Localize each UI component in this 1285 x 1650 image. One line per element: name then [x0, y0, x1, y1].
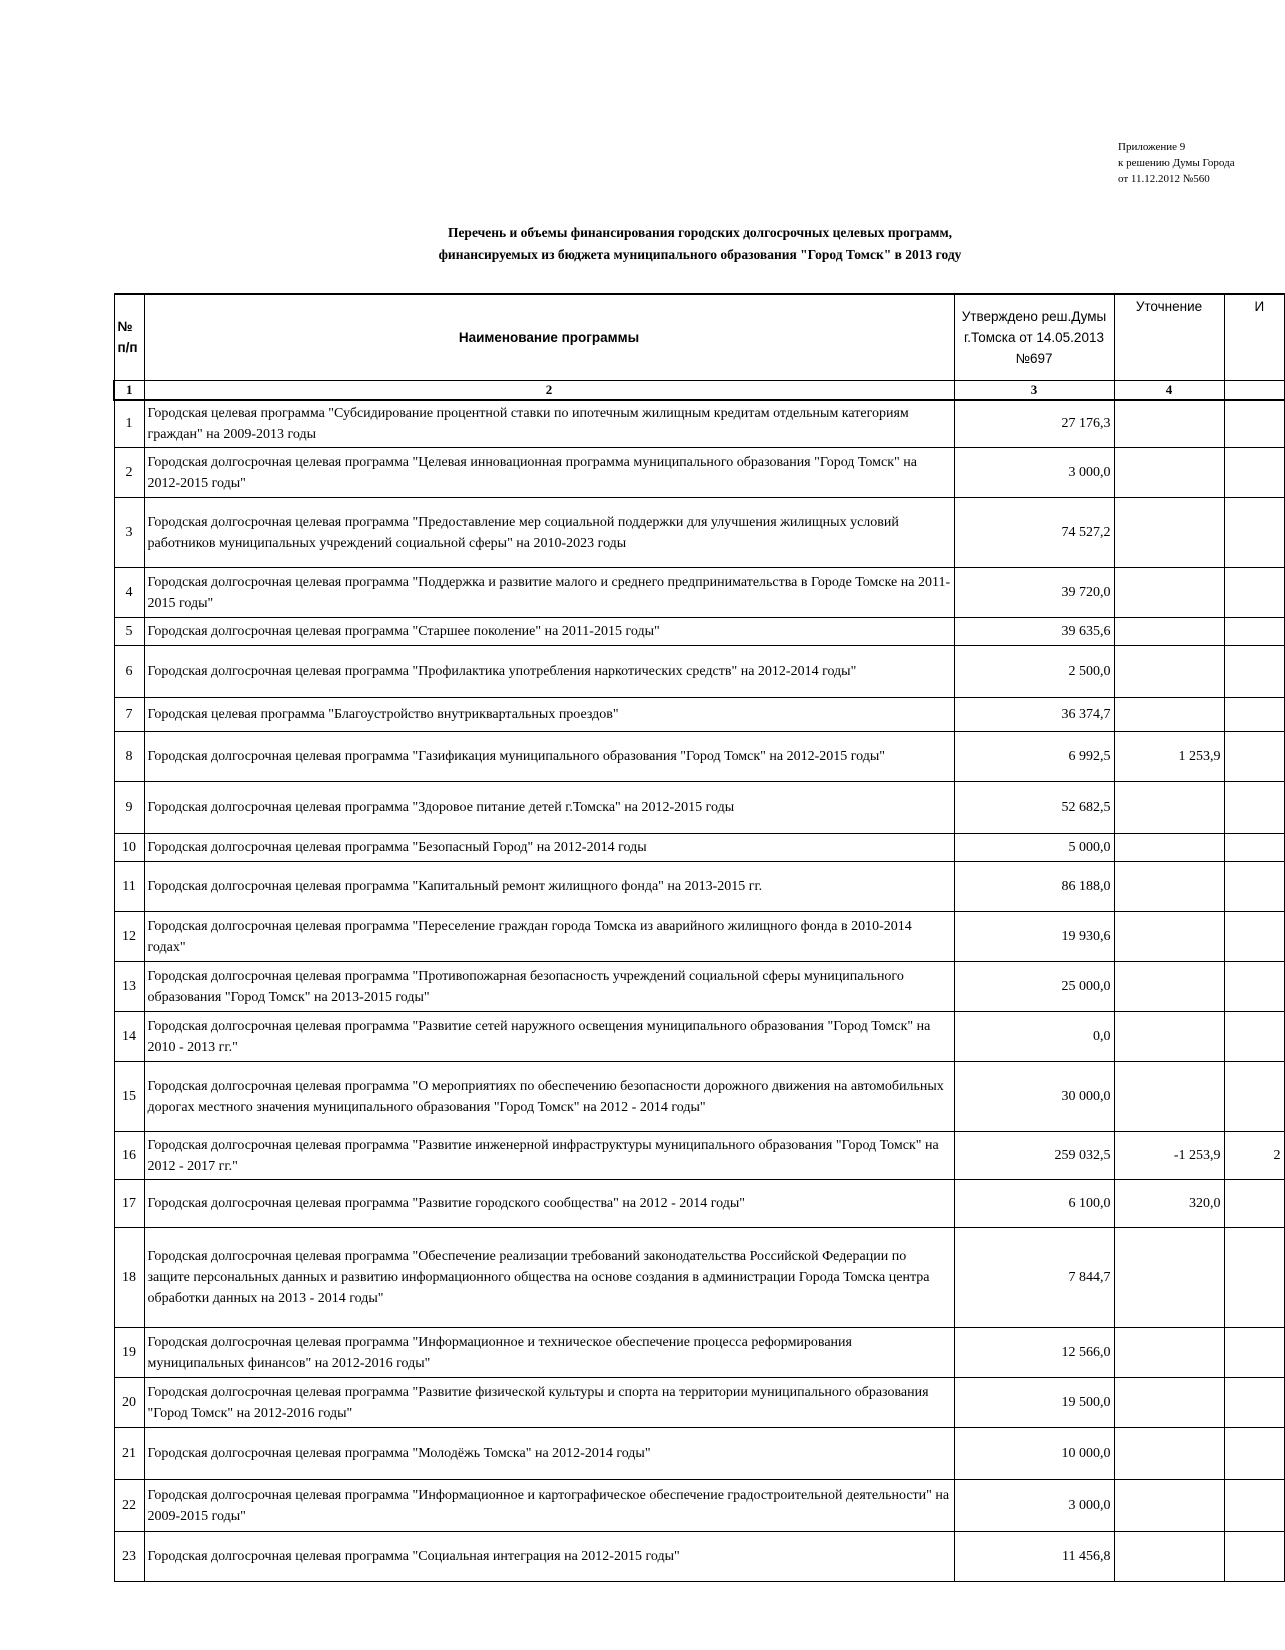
colnum-3: 3 [954, 380, 1114, 400]
table-row [114, 1228, 1284, 1328]
row-number: 23 [114, 1532, 144, 1582]
program-name: Городская долгосрочная целевая программа "О мероприятиях по обеспечению безопасности дорожного движения на автомобильных дорогах местного значения муниципального образования "Город Томск" на 2012 - 2014 годы" [144, 1062, 954, 1132]
table-header-row [114, 294, 1284, 380]
last-column-value [1224, 400, 1284, 448]
approved-amount: 19 500,0 [954, 1378, 1114, 1428]
table-row [114, 912, 1284, 962]
table-row [114, 1328, 1284, 1378]
approved-amount: 74 527,2 [954, 498, 1114, 568]
header-last: И [1224, 294, 1284, 380]
last-column-value [1224, 448, 1284, 498]
approved-amount: 86 188,0 [954, 862, 1114, 912]
table-row [114, 1132, 1284, 1180]
column-numbers-row [114, 380, 1284, 400]
approved-amount: 12 566,0 [954, 1328, 1114, 1378]
program-name: Городская долгосрочная целевая программа "Газификация муниципального образования "Город Томск" на 2012-2015 годы" [144, 732, 954, 782]
change-amount [1114, 1428, 1224, 1480]
row-number: 1 [114, 400, 144, 448]
change-amount [1114, 698, 1224, 732]
row-number: 18 [114, 1228, 144, 1328]
row-number: 4 [114, 568, 144, 618]
program-name: Городская долгосрочная целевая программа "Информационное и техническое обеспечение процесса реформирования муниципальных финансов" на 2012-2016 годы" [144, 1328, 954, 1378]
colnum-5 [1224, 380, 1284, 400]
approved-amount: 0,0 [954, 1012, 1114, 1062]
colnum-2: 2 [144, 380, 954, 400]
programs-table [113, 293, 1285, 1582]
last-column-value [1224, 568, 1284, 618]
row-number: 3 [114, 498, 144, 568]
last-column-value [1224, 834, 1284, 862]
approved-amount: 19 930,6 [954, 912, 1114, 962]
row-number: 22 [114, 1480, 144, 1532]
program-name: Городская долгосрочная целевая программа "Обеспечение реализации требований законодательства Российской Федерации по защите персональных данных и развитию информационного общества на основе создания в администрации Города Томска центра обработки данных на 2013 - 2014 годы" [144, 1228, 954, 1328]
last-column-value [1224, 1228, 1284, 1328]
table-row [114, 782, 1284, 834]
last-column-value [1224, 1480, 1284, 1532]
header-num: № п/п [114, 294, 144, 380]
last-column-value [1224, 1328, 1284, 1378]
table-row [114, 1532, 1284, 1582]
approved-amount: 7 844,7 [954, 1228, 1114, 1328]
table-row [114, 862, 1284, 912]
change-amount [1114, 1532, 1224, 1582]
row-number: 9 [114, 782, 144, 834]
header-change: Уточнение [1114, 294, 1224, 380]
row-number: 16 [114, 1132, 144, 1180]
row-number: 14 [114, 1012, 144, 1062]
program-name: Городская долгосрочная целевая программа "Противопожарная безопасность учреждений социальной сферы муниципального образования "Город Томск" на 2013-2015 годы" [144, 962, 954, 1012]
last-column-value [1224, 732, 1284, 782]
appendix-line-3: от 11.12.2012 №560 [1118, 173, 1210, 185]
last-column-value [1224, 962, 1284, 1012]
table-row [114, 618, 1284, 646]
program-name: Городская долгосрочная целевая программа "Развитие инженерной инфраструктуры муниципального образования "Город Томск" на 2012 - 2017 гг." [144, 1132, 954, 1180]
row-number: 15 [114, 1062, 144, 1132]
appendix-line-2: к решению Думы Города [1118, 157, 1235, 169]
row-number: 12 [114, 912, 144, 962]
approved-amount: 25 000,0 [954, 962, 1114, 1012]
change-amount [1114, 646, 1224, 698]
last-column-value [1224, 1428, 1284, 1480]
change-amount [1114, 498, 1224, 568]
approved-amount: 39 720,0 [954, 568, 1114, 618]
last-column-value [1224, 646, 1284, 698]
row-number: 17 [114, 1180, 144, 1228]
last-column-value [1224, 1012, 1284, 1062]
appendix-note [1118, 139, 1235, 187]
program-name: Городская долгосрочная целевая программа "Молодёжь Томска" на 2012-2014 годы" [144, 1428, 954, 1480]
table-row [114, 1180, 1284, 1228]
last-column-value [1224, 1532, 1284, 1582]
row-number: 21 [114, 1428, 144, 1480]
last-column-value: 2 [1224, 1132, 1284, 1180]
program-name: Городская долгосрочная целевая программа "Старшее поколение" на 2011-2015 годы" [144, 618, 954, 646]
table-row [114, 1012, 1284, 1062]
program-name: Городская долгосрочная целевая программа "Развитие сетей наружного освещения муниципального образования "Город Томск" на 2010 - 2013 гг." [144, 1012, 954, 1062]
header-approved: Утверждено реш.Думы г.Томска от 14.05.2013 №697 [954, 294, 1114, 380]
row-number: 19 [114, 1328, 144, 1378]
approved-amount: 2 500,0 [954, 646, 1114, 698]
program-name: Городская долгосрочная целевая программа "Капитальный ремонт жилищного фонда" на 2013-2015 гг. [144, 862, 954, 912]
approved-amount: 6 100,0 [954, 1180, 1114, 1228]
program-name: Городская долгосрочная целевая программа "Безопасный Город" на 2012-2014 годы [144, 834, 954, 862]
program-name: Городская долгосрочная целевая программа "Социальная интеграция на 2012-2015 годы" [144, 1532, 954, 1582]
table-row [114, 732, 1284, 782]
last-column-value [1224, 1062, 1284, 1132]
change-amount [1114, 862, 1224, 912]
last-column-value [1224, 1180, 1284, 1228]
table-row [114, 1378, 1284, 1428]
table-row [114, 568, 1284, 618]
program-name: Городская долгосрочная целевая программа "Развитие физической культуры и спорта на территории муниципального образования "Город Томск" на 2012-2016 годы" [144, 1378, 954, 1428]
program-name: Городская долгосрочная целевая программа "Развитие городского сообщества" на 2012 - 2014 годы" [144, 1180, 954, 1228]
approved-amount: 259 032,5 [954, 1132, 1114, 1180]
appendix-line-1: Приложение 9 [1118, 141, 1186, 153]
approved-amount: 36 374,7 [954, 698, 1114, 732]
last-column-value [1224, 782, 1284, 834]
row-number: 7 [114, 698, 144, 732]
change-amount [1114, 448, 1224, 498]
last-column-value [1224, 912, 1284, 962]
approved-amount: 52 682,5 [954, 782, 1114, 834]
change-amount [1114, 1480, 1224, 1532]
change-amount [1114, 1228, 1224, 1328]
change-amount: 320,0 [1114, 1180, 1224, 1228]
row-number: 11 [114, 862, 144, 912]
change-amount: 1 253,9 [1114, 732, 1224, 782]
table-row [114, 962, 1284, 1012]
program-name: Городская целевая программа "Благоустройство внутриквартальных проездов" [144, 698, 954, 732]
table-row [114, 400, 1284, 448]
row-number: 20 [114, 1378, 144, 1428]
change-amount [1114, 400, 1224, 448]
approved-amount: 27 176,3 [954, 400, 1114, 448]
change-amount [1114, 782, 1224, 834]
change-amount [1114, 962, 1224, 1012]
approved-amount: 10 000,0 [954, 1428, 1114, 1480]
last-column-value [1224, 1378, 1284, 1428]
table-row [114, 498, 1284, 568]
row-number: 10 [114, 834, 144, 862]
program-name: Городская долгосрочная целевая программа "Поддержка и развитие малого и среднего предпринимательства в Городе Томске на 2011-2015 годы" [144, 568, 954, 618]
colnum-1: 1 [114, 380, 144, 400]
change-amount [1114, 912, 1224, 962]
program-name: Городская долгосрочная целевая программа "Переселение граждан города Томска из аварийного жилищного фонда в 2010-2014 годах" [144, 912, 954, 962]
program-name: Городская долгосрочная целевая программа "Предоставление мер социальной поддержки для улучшения жилищных условий работников муниципальных учреждений социальной сферы" на 2010-2023 годы [144, 498, 954, 568]
table-row [114, 834, 1284, 862]
change-amount [1114, 618, 1224, 646]
approved-amount: 3 000,0 [954, 1480, 1114, 1532]
last-column-value [1224, 498, 1284, 568]
table-row [114, 448, 1284, 498]
program-name: Городская долгосрочная целевая программа "Целевая инновационная программа муниципального образования "Город Томск" на 2012-2015 годы" [144, 448, 954, 498]
table-row [114, 1062, 1284, 1132]
last-column-value [1224, 862, 1284, 912]
change-amount [1114, 1328, 1224, 1378]
change-amount [1114, 1012, 1224, 1062]
program-name: Городская целевая программа "Субсидирование процентной ставки по ипотечным жилищным кредитам отдельным категориям граждан" на 2009-2013 годы [144, 400, 954, 448]
change-amount [1114, 1378, 1224, 1428]
program-name: Городская долгосрочная целевая программа "Здоровое питание детей г.Томска" на 2012-2015 годы [144, 782, 954, 834]
row-number: 5 [114, 618, 144, 646]
change-amount: -1 253,9 [1114, 1132, 1224, 1180]
header-name: Наименование программы [144, 294, 954, 380]
row-number: 8 [114, 732, 144, 782]
table-row [114, 646, 1284, 698]
colnum-4: 4 [1114, 380, 1224, 400]
program-name: Городская долгосрочная целевая программа "Профилактика употребления наркотических средств" на 2012-2014 годы" [144, 646, 954, 698]
change-amount [1114, 568, 1224, 618]
row-number: 2 [114, 448, 144, 498]
table-row [114, 698, 1284, 732]
row-number: 13 [114, 962, 144, 1012]
table-row [114, 1428, 1284, 1480]
program-name: Городская долгосрочная целевая программа "Информационное и картографическое обеспечение градостроительной деятельности" на 2009-2015 годы" [144, 1480, 954, 1532]
change-amount [1114, 1062, 1224, 1132]
approved-amount: 3 000,0 [954, 448, 1114, 498]
document-title [300, 222, 1100, 266]
title-line-1: Перечень и объемы финансирования городских долгосрочных целевых программ, [447, 225, 953, 240]
last-column-value [1224, 618, 1284, 646]
last-column-value [1224, 698, 1284, 732]
change-amount [1114, 834, 1224, 862]
approved-amount: 5 000,0 [954, 834, 1114, 862]
approved-amount: 39 635,6 [954, 618, 1114, 646]
table-row [114, 1480, 1284, 1532]
approved-amount: 6 992,5 [954, 732, 1114, 782]
approved-amount: 11 456,8 [954, 1532, 1114, 1582]
approved-amount: 30 000,0 [954, 1062, 1114, 1132]
row-number: 6 [114, 646, 144, 698]
title-line-2: финансируемых из бюджета муниципального образования "Город Томск" в 2013 году [438, 247, 962, 262]
